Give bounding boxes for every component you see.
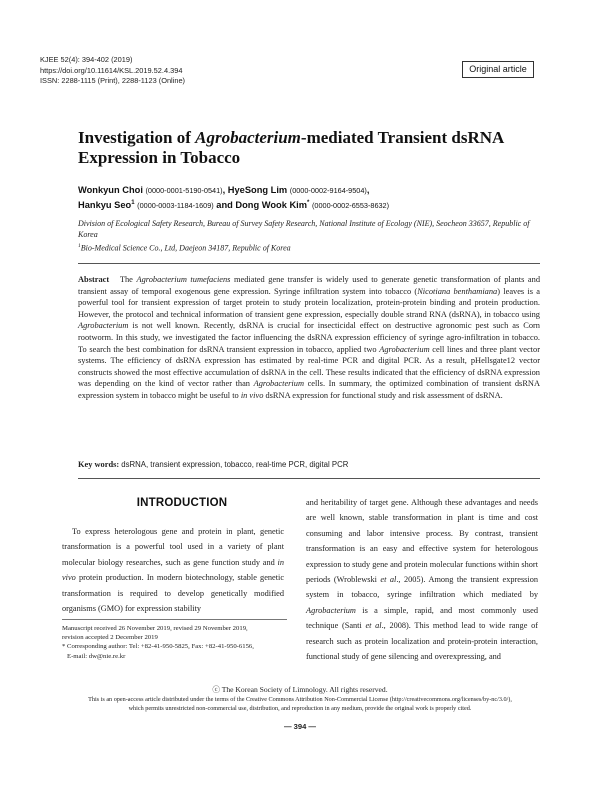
license-line: which permits unrestricted non-commercial use, distribution, and reproduction in any medium, provide the original work is properly cited. [128,704,472,712]
affil-text: Bio-Medical Science Co., Ltd, Daejeon 34187, Republic of Korea [80,243,291,253]
abstract-italic: Nicotiana benthamiana [417,286,498,296]
author-name: Hankyu Seo [78,200,132,211]
journal-citation: KJEE 52(4): 394-402 (2019) [40,55,133,64]
title-part: -mediated Transient dsRNA [300,128,505,147]
title-italic: Agrobacterium [195,128,301,147]
body-italic: et al [365,621,382,631]
body-text: and heritability of target gene. Although these advantages and needs are well known, stable transformation in plant is time and cost consuming and labor intensive process. By contrast, transient transformation is an easy and effective system for heterologous expression to study gene and protein molecular functions within short periods (Wroblewski [306,498,538,585]
abstract-italic: Agrobacterium [379,344,430,354]
keywords-text: dsRNA, transient expression, tobacco, real-time PCR, digital PCR [121,460,349,469]
abstract-text: The [119,275,137,284]
author-name: Dong Wook Kim [235,200,308,211]
section-heading-introduction: INTRODUCTION [136,497,228,509]
footnote-rule [62,619,287,620]
title-line2: Expression in Tobacco [78,148,241,167]
abstract-text: ) leaves is a powerful tool for transient expression of target protein to study protein localization, protein-protein binding and protein production. However, the protocol and technical information of transient gene expression, especially double strand RNA (dsRNA), in tobacco using [78,286,540,319]
abstract-label: Abstract [78,275,110,284]
footnote-line: revision accepted 2 December 2019 [62,634,158,642]
author-list [78,184,548,212]
orcid[interactable]: (0000-0002-9164-9504) [289,186,367,195]
abstract-italic: Agrobacterium tumefaciens [136,275,231,284]
doi-link[interactable]: https://doi.org/10.11614/KSL.2019.52.4.394 [40,65,183,75]
title-part: Investigation of [78,128,196,147]
keywords-bottom-rule [78,478,540,479]
abstract-text: dsRNA expression for functional study and risk assessment of dsRNA. [263,390,503,400]
copyright-line: ⓒ The Korean Society of Limnology. All rights reserved. [212,685,388,694]
keywords [78,459,540,471]
article-title [78,128,528,168]
issn-line: ISSN: 2288-1115 (Print), 2288-1123 (Online) [40,76,186,85]
abstract [78,274,540,402]
body-italic: et al [380,575,397,585]
author-name: HyeSong Lim [227,185,288,195]
article-type-badge: Original article [462,61,534,78]
abstract-text: cells. In summary, the optimized combination of transient dsRNA expression system in tobacco might be useful to [78,379,540,400]
body-text: is a simple, rapid, and most commonly used technique (Santi [306,605,538,631]
author-sep: and [213,200,236,211]
body-text: protein production. In modern biotechnology, stable genetic transformation is required to develop genetically modified organisms (GMO) for expression stability [62,573,284,614]
author-sup: * [307,200,310,206]
orcid[interactable]: (0000-0003-1184-1609) [137,201,214,211]
affiliations [78,219,548,254]
orcid[interactable]: (0000-0001-5190-0541) [145,186,223,195]
author-sup: 1 [131,200,135,206]
license-line: This is an open-access article distributed under the terms of the Creative Commons Attribution Non-Commercial License (http://creativecommons.org/licenses/by-nc/3.0/), [88,696,512,703]
abstract-text: mediated gene transfer is widely used to generate genetic transformation of plants and transient assay of temporal exogenous gene expression. Syringe infiltration system into tobacco ( [78,275,541,296]
intro-column-1 [62,524,284,616]
abstract-italic: Agrobacterium [253,379,304,389]
orcid[interactable]: (0000-0002-6553-8632) [311,201,390,211]
page-number: — 394 — [283,722,317,731]
body-text: ., 2008). This method lead to wide range of research such as protein localization and protein-protein interaction, functional study of gene silencing and overexpressing, and [306,621,538,662]
abstract-top-rule [78,263,540,264]
keywords-label: Key words: [78,460,120,469]
footnote-line: Manuscript received 26 November 2019, revised 29 November 2019, [62,625,248,632]
body-text: ., 2005). Among the transient expression system in tobacco, syringe infiltration which mediated by [306,575,539,600]
journal-header [40,55,185,87]
intro-column-2 [306,495,538,664]
author-name: Wonkyun Choi [78,185,143,195]
abstract-text: cell lines and three plant vector systems. The efficiency of dsRNA expression has estimated by real-time PCR and digital PCR. As a result, pHellsgate12 vector constructs showed the most effective accumulation of dsRNA in the cell. These results indicated that the efficiency of dsRNA expression was depending on the kind of vector rather than [78,344,540,389]
abstract-text: is not well known. Recently, dsRNA is crucial for insecticidal effect on destructive agronomic pest such as Corn rootworm. In this study, we investigated the factor influencing the dsRNA expression efficiency of syringe agro-infiltration in tobacco. To search the best combination for dsRNA transient expression in tobacco, applied two [78,321,540,354]
abstract-italic: in vivo [240,390,264,400]
license-text [0,696,600,713]
body-italic: Agrobacterium [306,605,356,615]
affiliation-1: Division of Ecological Safety Research, Bureau of Survey Safety Research, National Institute of Ecology (NIE), Seocheon 33657, Republic of Korea [78,219,530,239]
footnote-email[interactable]: E-mail: dw@nie.re.kr [67,652,126,660]
footnote-line: * Corresponding author: Tel: +82-41-950-5825, Fax: +82-41-950-6156, [62,643,254,651]
body-text: To express heterologous gene and protein in plant, genetic transformation is a powerful tool used in a variety of plant molecular biology researches, such as gene function study and [62,527,284,567]
affil-sup: 1 [78,242,81,249]
author-sep: , [222,185,228,195]
manuscript-footnote [62,624,287,661]
abstract-italic: Agrobacterium [78,321,129,331]
body-italic: in vivo [62,557,284,583]
author-sep: , [366,185,370,195]
affiliation-2 [78,241,548,254]
